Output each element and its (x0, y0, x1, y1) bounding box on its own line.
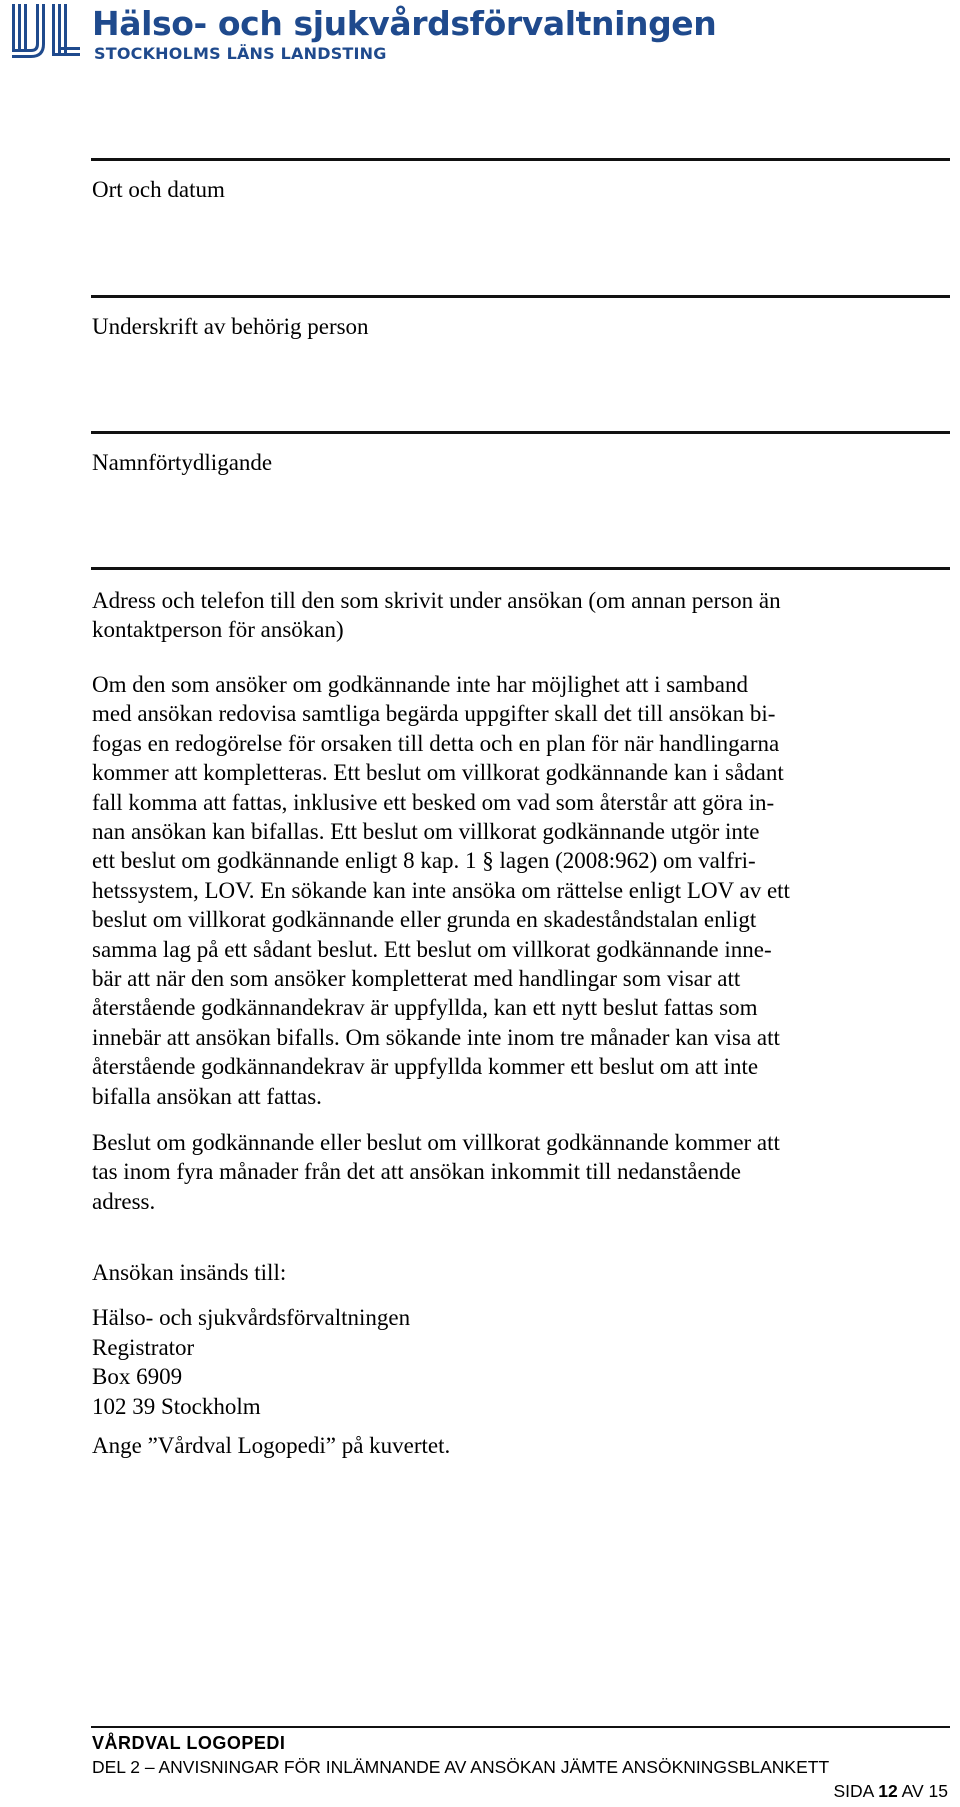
footer-divider (91, 1726, 950, 1728)
signature-line-address (91, 567, 950, 570)
address-writer-label (92, 586, 944, 645)
conditional-approval-paragraph (92, 670, 944, 1111)
envelope-note: Ange ”Vårdval Logopedi” på kuvertet. (92, 1433, 451, 1458)
address-line: Hälso- och sjukvårdsförvaltningen (92, 1305, 411, 1330)
paragraph-line: fogas en redogörelse för orsaken till detta och en plan för när handlingarna (92, 730, 780, 756)
mailing-address (92, 1303, 944, 1421)
page-prefix: SIDA (833, 1781, 874, 1801)
signature-line-name (91, 431, 950, 434)
paragraph-line: innebär att ansökan bifalls. Om sökande inte inom tre månader kan visa att (92, 1024, 780, 1050)
paragraph-line: beslut om villkorat godkännande eller grunda en skadeståndstalan enligt (92, 907, 757, 933)
paragraph-line: Om den som ansöker om godkännande inte har möjlighet att i samband (92, 672, 748, 697)
address-line: Box 6909 (92, 1364, 183, 1389)
paragraph-line: fall komma att fattas, inklusive ett besked om vad som återstår att göra in- (92, 789, 775, 815)
signature-label: Underskrift av behörig person (92, 314, 369, 339)
paragraph-line: återstående godkännandekrav är uppfyllda kommer ett beslut om att inte (92, 1054, 759, 1080)
paragraph-line: bifalla ansökan att fattas. (92, 1083, 322, 1109)
page-current: 12 (878, 1781, 898, 1801)
organization-subtitle: STOCKHOLMS LÄNS LANDSTING (94, 44, 387, 63)
paragraph-line: kommer att kompletteras. Ett beslut om villkorat godkännande kan i sådant (92, 760, 784, 786)
paragraph-line: nan ansökan kan bifallas. Ett beslut om villkorat godkännande utgör inte (92, 819, 760, 845)
name-clarification-label: Namnförtydligande (92, 450, 273, 475)
place-date-label: Ort och datum (92, 177, 225, 202)
footer-part-description: DEL 2 – ANVISNINGAR FÖR INLÄMNANDE AV ANSÖKAN JÄMTE ANSÖKNINGSBLANKETT (92, 1757, 830, 1777)
send-to-label: Ansökan insänds till: (92, 1260, 287, 1285)
paragraph-line: med ansökan redovisa samtliga begärda uppgifter skall det till ansökan bi- (92, 701, 776, 727)
signature-line-place-date (91, 158, 950, 161)
paragraph-line: samma lag på ett sådant beslut. Ett beslut om villkorat godkännande inne- (92, 936, 772, 962)
footer-title: VÅRDVAL LOGOPEDI (92, 1733, 286, 1753)
page-number (833, 1781, 948, 1802)
paragraph-line: adress. (92, 1188, 156, 1214)
paragraph-line: hetssystem, LOV. En sökande kan inte ansöka om rättelse enligt LOV av ett (92, 877, 790, 903)
address-line: Registrator (92, 1334, 195, 1360)
paragraph-line: tas inom fyra månader från det att ansökan inkommit till nedanstående (92, 1159, 741, 1185)
paragraph-line: ett beslut om godkännande enligt 8 kap. 1 § lagen (2008:962) om valfri- (92, 848, 756, 874)
organization-name: Hälso- och sjukvårdsförvaltningen (92, 4, 717, 43)
address-line: 102 39 Stockholm (92, 1393, 261, 1419)
paragraph-line: bär att när den som ansöker kompletterat med handlingar som visar att (92, 966, 741, 992)
address-writer-label-line: Adress och telefon till den som skrivit under ansökan (om annan person än (92, 588, 781, 613)
decision-paragraph (92, 1128, 944, 1216)
page-separator: AV (901, 1781, 924, 1801)
signature-line-authorized (91, 295, 950, 298)
page-total: 15 (928, 1781, 948, 1801)
landsting-logo-icon (8, 2, 84, 60)
paragraph-line: Beslut om godkännande eller beslut om villkorat godkännande kommer att (92, 1130, 780, 1155)
paragraph-line: återstående godkännandekrav är uppfyllda, kan ett nytt beslut fattas som (92, 995, 758, 1021)
address-writer-label-line: kontaktperson för ansökan) (92, 617, 344, 643)
